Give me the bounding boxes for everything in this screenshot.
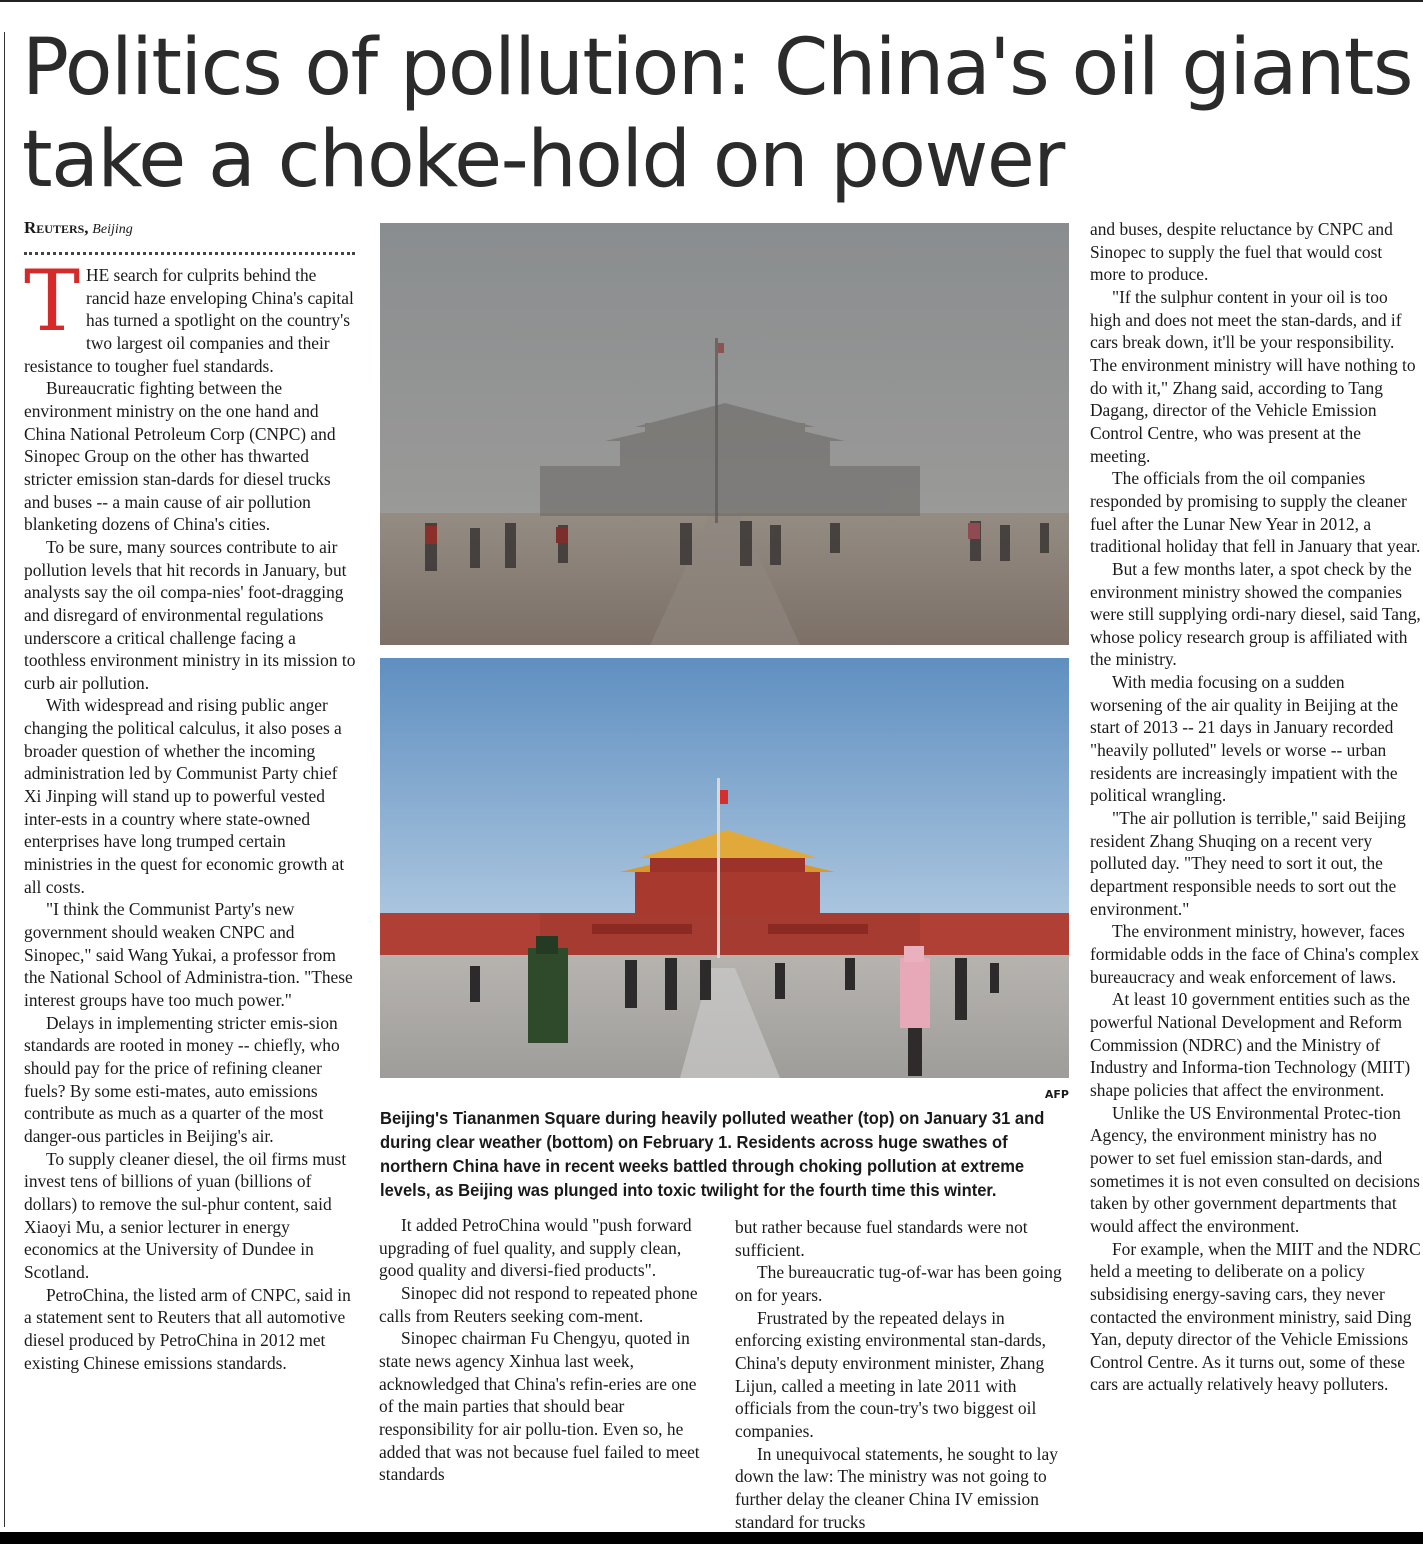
paragraph: "The air pollution is terrible," said Beijing resident Zhang Shuqing on a recent very polluted day. "They need to sort it out, the department responsible needs to sort out the environment." <box>1090 808 1406 919</box>
paragraph: and buses, despite reluctance by CNPC and Sinopec to supply the fuel that would cost more to produce. <box>1090 219 1393 285</box>
paragraph: Sinopec did not respond to repeated phone calls from Reuters seeking com-ment. <box>379 1282 698 1326</box>
drop-cap: T <box>24 252 81 350</box>
photo-credit: AFP <box>1044 1088 1069 1101</box>
paragraph: "I think the Communist Party's new government should weaken CNPC and Sinopec," said Wang Yukai, a professor from the National School of Administra-tion. "These interest groups have too much power." <box>24 899 353 1010</box>
photo-caption <box>380 1106 1045 1202</box>
paragraph: PetroChina, the listed arm of CNPC, said in a statement sent to Reuters that all automotive diesel produced by PetroChina in 2012 met existing Chinese emissions standards. <box>24 1284 351 1373</box>
paragraph: Delays in implementing stricter emis-sion standards are rooted in money -- chiefly, who should pay for the price of refining cleaner fuels? By some esti-mates, auto emissions contribute as much as a quarter of the most danger-ous particles in Beijing's air. <box>24 1012 340 1146</box>
headline <box>22 22 1417 206</box>
paragraph: Sinopec chairman Fu Chengyu, quoted in state news agency Xinhua last week, acknowledged that China's refin-eries are one of the main parties that should bear responsibility for air pollu-tion. Even so, he added that was not because fuel failed to meet standards <box>379 1328 700 1485</box>
article-column-1 <box>24 252 357 1374</box>
paragraph: Unlike the US Environmental Protec-tion Agency, the environment ministry has no power to set fuel emission stan-dards, and sometimes it is not even consulted on decisions taken by other government departments that would affect the environment. <box>1090 1102 1420 1236</box>
paragraph: The officials from the oil companies responded by promising to supply the cleaner fuel after the Lunar New Year in 2012, a traditional holiday that fell in January that year. <box>1090 468 1421 557</box>
paragraph: In unequivocal statements, he sought to lay down the law: The ministry was not going to further delay the cleaner China IV emission standard for trucks <box>735 1443 1058 1532</box>
byline-agency: Reuters, <box>24 218 89 237</box>
paragraph: At least 10 government entities such as the powerful National Development and Reform Commission (NDRC) and the Ministry of Industry and Informa-tion Technology (MIIT) shape policies that affect the environment. <box>1090 989 1411 1100</box>
paragraph: "If the sulphur content in your oil is too high and does not meet the stan-dards, and if cars break down, it'll be your responsibility. The environment ministry will have nothing to do with it," Zhang said, according to Tang Dagang, director of the Vehicle Emission Control Centre, who was present at the meeting. <box>1090 286 1416 466</box>
paragraph: Frustrated by the repeated delays in enforcing existing environmental stan-dards, China's deputy environment minister, Zhang Lijun, called a meeting in late 2011 with officials from the coun-try's two biggest oil companies. <box>735 1307 1047 1441</box>
top-rule <box>0 0 1423 2</box>
article-column-2 <box>379 1214 714 1486</box>
paragraph: With media focusing on a sudden worsening of the air quality in Beijing at the start of 2013 -- 21 days in January recorded "heavily polluted" levels or worse -- urban residents are increasingly impatient with the political wrangling. <box>1090 672 1399 806</box>
bottom-bar <box>0 1532 1423 1544</box>
paragraph: With widespread and rising public anger changing the political calculus, it also poses a broader question of whether the incoming administration led by Communist Party chief Xi Jinping will stand up to powerful vested inter-ests in a country where state-owned enterprises have long trumped certain ministries in the quest for economic growth at all costs. <box>24 695 345 897</box>
photo-smog-tiananmen <box>380 223 1069 645</box>
caption-line: Beijing's Tiananmen Square during heavily polluted weather (top) on January 31 and <box>380 1108 1045 1128</box>
byline-location: Beijing <box>92 222 133 237</box>
headline-line-1: Politics of pollution: China's oil giants <box>22 23 1413 113</box>
smog-scene-illustration <box>380 223 1069 645</box>
paragraph: It added PetroChina would "push forward upgrading of fuel quality, and supply clean, good quality and diversi-fied products". <box>379 1215 692 1281</box>
paragraph: The bureaucratic tug-of-war has been going on for years. <box>735 1262 1062 1305</box>
paragraph: For example, when the MIIT and the NDRC held a meeting to deliberate on a policy subsidising energy-saving cars, they never contacted the environment ministry, said Ding Yan, deputy director of the Vehicle Emissions Control Centre. As it turns out, some of these cars are actually relatively heavy polluters. <box>1090 1238 1421 1395</box>
article-column-3 <box>735 1216 1071 1533</box>
clear-scene-illustration <box>380 658 1069 1078</box>
left-rule <box>4 32 5 1527</box>
caption-line: levels, as Beijing was plunged into toxic twilight for the fourth time this winter. <box>380 1180 997 1200</box>
caption-line: northern China have in recent weeks battled through choking pollution at extreme <box>380 1156 1025 1176</box>
headline-line-2: take a choke-hold on power <box>22 115 1064 205</box>
paragraph: To supply cleaner diesel, the oil firms must invest tens of billions of yuan (billions of dollars) to remove the sul-phur content, said Xiaoyi Mu, a senior lecturer in energy economics at the University of Dundee in Scotland. <box>24 1148 347 1282</box>
byline <box>24 218 133 238</box>
paragraph: The environment ministry, however, faces formidable odds in the face of China's complex bureaucracy and weak enforcement of laws. <box>1090 921 1420 987</box>
photo-clear-tiananmen <box>380 658 1069 1078</box>
caption-line: during clear weather (bottom) on February 1. Residents across huge swathes of <box>380 1132 1008 1152</box>
paragraph: But a few months later, a spot check by the environment ministry showed the companies were still supplying ordi-nary diesel, said Tang, whose policy research group is affiliated with the ministry. <box>1090 558 1421 670</box>
paragraph: To be sure, many sources contribute to air pollution levels that hit records in January, but analysts say the oil compa-nies' foot-dragging and disregard of environmental regulations underscore a critical challenge facing a toothless environment ministry in its mission to curb air pollution. <box>24 536 356 693</box>
paragraph: but rather because fuel standards were not sufficient. <box>735 1217 1028 1260</box>
paragraph: THE search for culprits behind the rancid haze enveloping China's capital has turned a spotlight on the country's two largest oil companies and their resistance to tougher fuel standards. <box>24 252 354 376</box>
paragraph: Bureaucratic fighting between the environment ministry on the one hand and China National Petroleum Corp (CNPC) and Sinopec Group on the other has thwarted stricter emission stan-dards for diesel trucks and buses -- a main cause of air pollution blanketing dozens of China's cities. <box>24 378 336 535</box>
article-column-4 <box>1090 218 1421 1396</box>
